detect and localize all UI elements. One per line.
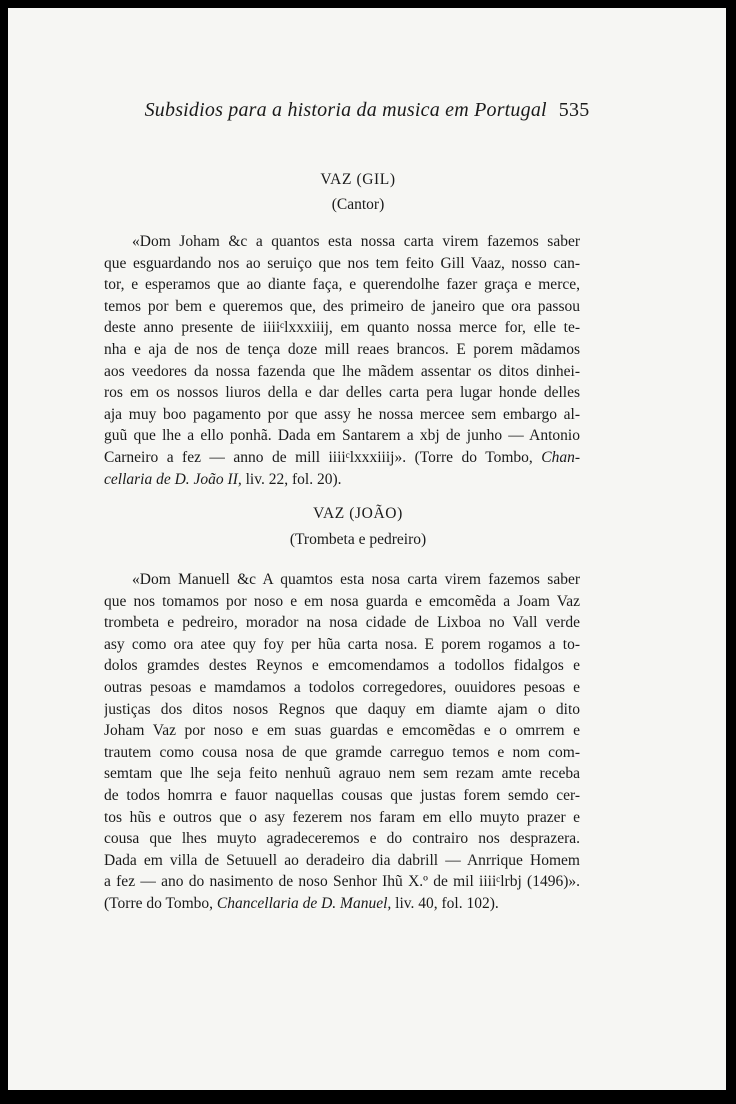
text-line	[104, 469, 580, 491]
text-line: temos por bem e queremos que, des primeiro de janeiro que ora passou	[104, 297, 580, 315]
running-head	[8, 99, 726, 122]
section-subheading-cantor: (Cantor)	[331, 196, 385, 213]
text-line	[104, 447, 580, 469]
section-heading-vaz-joao: VAZ (JOÃO)	[313, 505, 403, 522]
document-body-vaz-gil	[104, 231, 580, 490]
text-line: asy como ora atee quy foy per hũa carta nosa. E porem rogamos a to-	[104, 635, 580, 653]
text-line: tor, e esperamos que ao diante faça, e querendolhe fazer graça e merce,	[104, 276, 580, 294]
section-subheading-trombeta: (Trombeta e pedreiro)	[289, 531, 427, 548]
text-line: Dada em villa de Setuuell ao deradeiro dia dabrill — Anrrique Homem	[104, 851, 580, 869]
text-line: guũ que lhe a ello ponhã. Dada em Santarem a xbj de junho — Antonio	[104, 427, 580, 445]
text-line: «Dom Joham &c a quantos esta nossa carta virem fazemos saber	[132, 233, 580, 250]
citation-text: (Torre do Tombo,	[104, 894, 217, 912]
text-line: outras pesoas e mamdamos a todolos corregedores, ouuidores pesoas e	[104, 678, 580, 696]
text-line: aos veedores da nossa fazenda que lhe mãdem assentar os ditos dinhei-	[104, 362, 580, 380]
citation-text: liv. 40, fol. 102).	[391, 894, 499, 912]
running-title: Subsidios para a historia da musica em Portugal	[144, 99, 547, 121]
text-line: de todos homrra e fauor naquellas cousas que justas forem semdo cer-	[104, 786, 580, 804]
text-line: aja muy boo pagamento por que assy he nossa mercee sem embargo al-	[104, 405, 580, 423]
text-line: semtam que lhe seja feito nenhuũ agrauo nem sem rezam amte receba	[104, 765, 580, 783]
text-line: trombeta e pedreiro, morador na nosa cidade de Lixboa no Vall verde	[104, 614, 580, 632]
citation-text: liv. 22, fol. 20).	[241, 470, 342, 488]
text-line: que nos tomamos por noso e em nosa guarda e emcomẽda a Joam Vaz	[104, 592, 580, 610]
text-line: cousa que lhes muyto agradeceremos e do contrairo nos desprazera.	[104, 830, 580, 848]
text-line: justiças dos ditos nosos Regnos que daquy em diamte ajam o dito	[104, 700, 580, 718]
citation-italic: Chan-	[541, 448, 580, 466]
text-line: Joham Vaz por noso e em suas guardas e emcomẽdas e o omrrem e	[104, 722, 580, 740]
text-line: deste anno presente de iiiiᶜlxxxiiij, em quanto nossa merce for, elle te-	[104, 319, 580, 337]
text-line: trautem como cousa nosa de que gramde carreguo temos e nom com-	[104, 743, 580, 761]
page-number: 535	[558, 99, 590, 121]
document-body-vaz-joao	[104, 569, 580, 915]
citation-italic: Chancellaria de D. Manuel,	[216, 894, 392, 912]
text-fragment: Carneiro a fez — anno de mill iiiiᶜlxxxiiij». (Torre do Tombo,	[104, 448, 533, 466]
text-line: tos hũs e outros que o asy fezerem nos faram em ello muyto prazer e	[104, 808, 580, 826]
page	[8, 8, 726, 1090]
text-line: que esguardando nos ao seruiço que nos tem feito Gill Vaaz, nosso can-	[104, 254, 580, 272]
text-line: a fez — ano do nasimento de noso Senhor Ihũ X.º de mil iiiiᶜlrbj (1496)».	[104, 873, 580, 891]
text-line: «Dom Manuell &c A quamtos esta nosa carta virem fazemos saber	[132, 571, 580, 588]
citation-italic: cellaria de D. João II,	[104, 470, 242, 488]
text-line: dolos gramdes destes Reynos e emcomendamos a todollos fidalgos e	[104, 657, 580, 675]
section-heading-vaz-gil: VAZ (GIL)	[320, 171, 396, 188]
text-line: ros em os nossos liuros della e dar delles carta pera lugar honde delles	[104, 384, 580, 402]
text-line	[104, 893, 580, 915]
text-line: nha e aja de nos de tença doze mill reaes brancos. E porem mãdamos	[104, 340, 580, 358]
